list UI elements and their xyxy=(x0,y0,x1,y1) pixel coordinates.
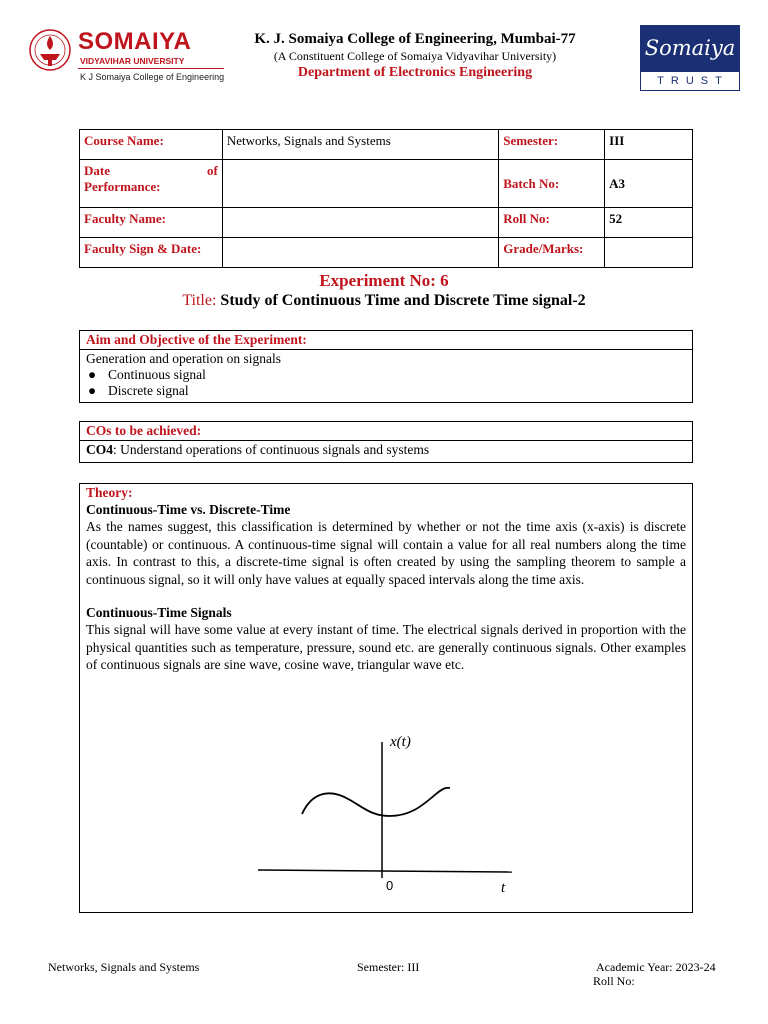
theory-subheading: Continuous-Time Signals xyxy=(86,605,232,620)
course-info-table xyxy=(79,129,693,268)
aim-box xyxy=(79,330,693,403)
course-label: Course Name: xyxy=(80,130,223,160)
title-text: Study of Continuous Time and Discrete Time signal-2 xyxy=(220,292,586,309)
graph-origin-label: 0 xyxy=(386,878,394,893)
aim-text: Generation and operation on signals xyxy=(86,351,281,366)
graph-x-label: t xyxy=(501,880,506,896)
cos-body xyxy=(80,441,692,459)
somaiya-trust-logo xyxy=(640,25,740,91)
title-label: Title: xyxy=(182,292,217,309)
college-name: K. J. Somaiya College of Engineering, Mumbai-77 xyxy=(254,31,576,47)
graph-y-label: x(t) xyxy=(390,734,411,750)
theory-heading: Theory: xyxy=(86,485,133,500)
trust-script: Somaiya xyxy=(641,26,739,72)
course-value: Networks, Signals and Systems xyxy=(222,130,498,160)
signal-curve xyxy=(302,788,450,816)
experiment-number: Experiment No: 6 xyxy=(319,271,449,290)
logo-divider xyxy=(78,68,224,69)
grade-label: Grade/Marks: xyxy=(499,238,605,268)
faculty-value xyxy=(222,208,498,238)
logo-college: K J Somaiya College of Engineering xyxy=(80,72,225,82)
co-text: : Understand operations of continuous signals and systems xyxy=(113,442,430,457)
footer-course: Networks, Signals and Systems xyxy=(48,960,200,974)
sign-value xyxy=(222,238,498,268)
header-center xyxy=(240,31,590,81)
aim-body xyxy=(80,350,692,400)
aim-bullet: ● Discrete signal xyxy=(88,383,189,398)
sign-label: Faculty Sign & Date: xyxy=(80,238,223,268)
aim-heading: Aim and Objective of the Experiment: xyxy=(80,331,692,350)
department-name: Department of Electronics Engineering xyxy=(297,65,533,80)
trust-word: TRUST xyxy=(641,72,739,90)
faculty-label: Faculty Name: xyxy=(80,208,223,238)
batch-value: A3 xyxy=(605,160,693,208)
aim-bullet: ● Continuous signal xyxy=(88,367,206,382)
roll-value: 52 xyxy=(605,208,693,238)
lamp-emblem-icon xyxy=(28,26,72,78)
batch-label: Batch No: xyxy=(499,160,605,208)
theory-subheading: Continuous-Time vs. Discrete-Time xyxy=(86,502,291,517)
semester-label: Semester: xyxy=(499,130,605,160)
semester-value: III xyxy=(605,130,693,160)
co-code: CO4 xyxy=(86,442,113,457)
somaiya-logo xyxy=(28,26,228,88)
cos-box xyxy=(79,421,693,463)
constituent-line: (A Constituent College of Somaiya Vidyavihar University) xyxy=(273,49,557,63)
graph-x-axis xyxy=(258,870,512,872)
roll-label: Roll No: xyxy=(499,208,605,238)
continuous-signal-graph xyxy=(250,728,530,898)
date-value xyxy=(222,160,498,208)
footer-year: Academic Year: 2023-24 xyxy=(596,960,716,974)
theory-box xyxy=(79,483,693,913)
footer-roll: Roll No: xyxy=(593,974,635,988)
grade-value xyxy=(605,238,693,268)
date-label: Date of Performance: xyxy=(80,160,223,208)
theory-paragraph: This signal will have some value at every instant of time. The electrical signals derived in proportion with the physical quantities such as temperature, pressure, sound etc. are generally continuous signals. Other examples of continuous signals are sine wave, cosine wave, triangular wave etc. xyxy=(86,622,686,672)
theory-paragraph: As the names suggest, this classification is determined by whether or not the time axis (x-axis) is discrete (countable) or continuous. A continuous-time signal will contain a value for all real numbers along the time axis. In contrast to this, a discrete-time signal is often created by using the sampling theorem to sample a continuous signal, so it will only have values at equally spaced intervals along the time axis. xyxy=(86,519,686,587)
footer-semester: Semester: III xyxy=(357,960,420,974)
logo-name: SOMAIYA xyxy=(78,28,192,55)
cos-heading: COs to be achieved: xyxy=(80,422,692,441)
experiment-title xyxy=(0,292,768,310)
logo-university: VIDYAVIHAR UNIVERSITY xyxy=(80,56,185,66)
